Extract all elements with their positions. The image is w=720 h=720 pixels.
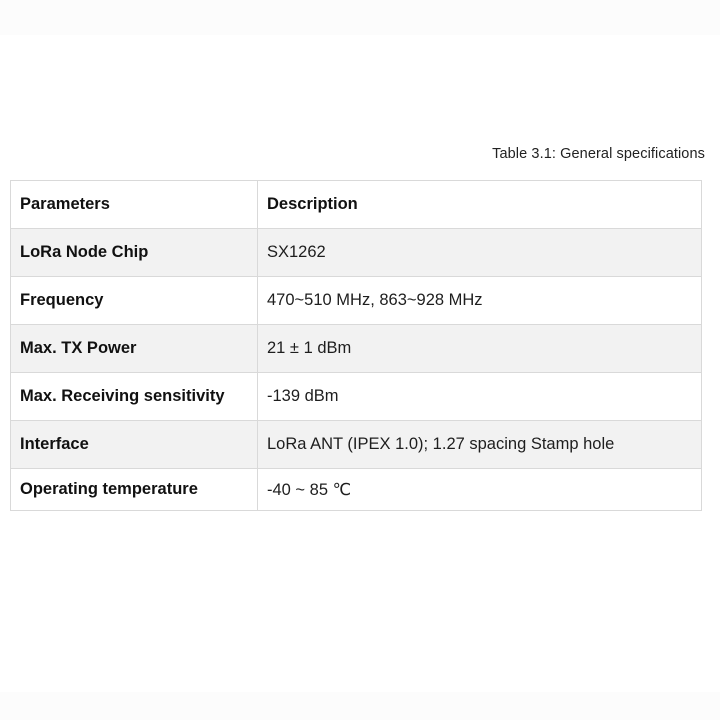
- table-row-max-receiving-sensitivity: [11, 373, 702, 421]
- general-specifications-table: [10, 180, 702, 511]
- table-row-frequency: [11, 277, 702, 325]
- table-header-row: [11, 181, 702, 229]
- header-description: Description: [258, 181, 702, 229]
- top-margin-band: [0, 0, 720, 35]
- row-parameter: Operating temperature: [11, 469, 258, 511]
- table-row-interface: [11, 421, 702, 469]
- row-parameter: Interface: [11, 421, 258, 469]
- table-caption: Table 3.1: General specifications: [492, 146, 705, 162]
- table-row-lora-node-chip: [11, 229, 702, 277]
- table-row-operating-temperature: [11, 469, 702, 511]
- row-parameter: Max. TX Power: [11, 325, 258, 373]
- row-description: -139 dBm: [258, 373, 702, 421]
- row-parameter: Frequency: [11, 277, 258, 325]
- bottom-margin-band: [0, 692, 720, 720]
- row-description: 470~510 MHz, 863~928 MHz: [258, 277, 702, 325]
- header-parameters: Parameters: [11, 181, 258, 229]
- row-description: -40 ~ 85 ℃: [258, 469, 702, 511]
- row-description: LoRa ANT (IPEX 1.0); 1.27 spacing Stamp hole: [258, 421, 702, 469]
- row-parameter: Max. Receiving sensitivity: [11, 373, 258, 421]
- table-row-max-tx-power: [11, 325, 702, 373]
- row-description: SX1262: [258, 229, 702, 277]
- row-parameter: LoRa Node Chip: [11, 229, 258, 277]
- row-description: 21 ± 1 dBm: [258, 325, 702, 373]
